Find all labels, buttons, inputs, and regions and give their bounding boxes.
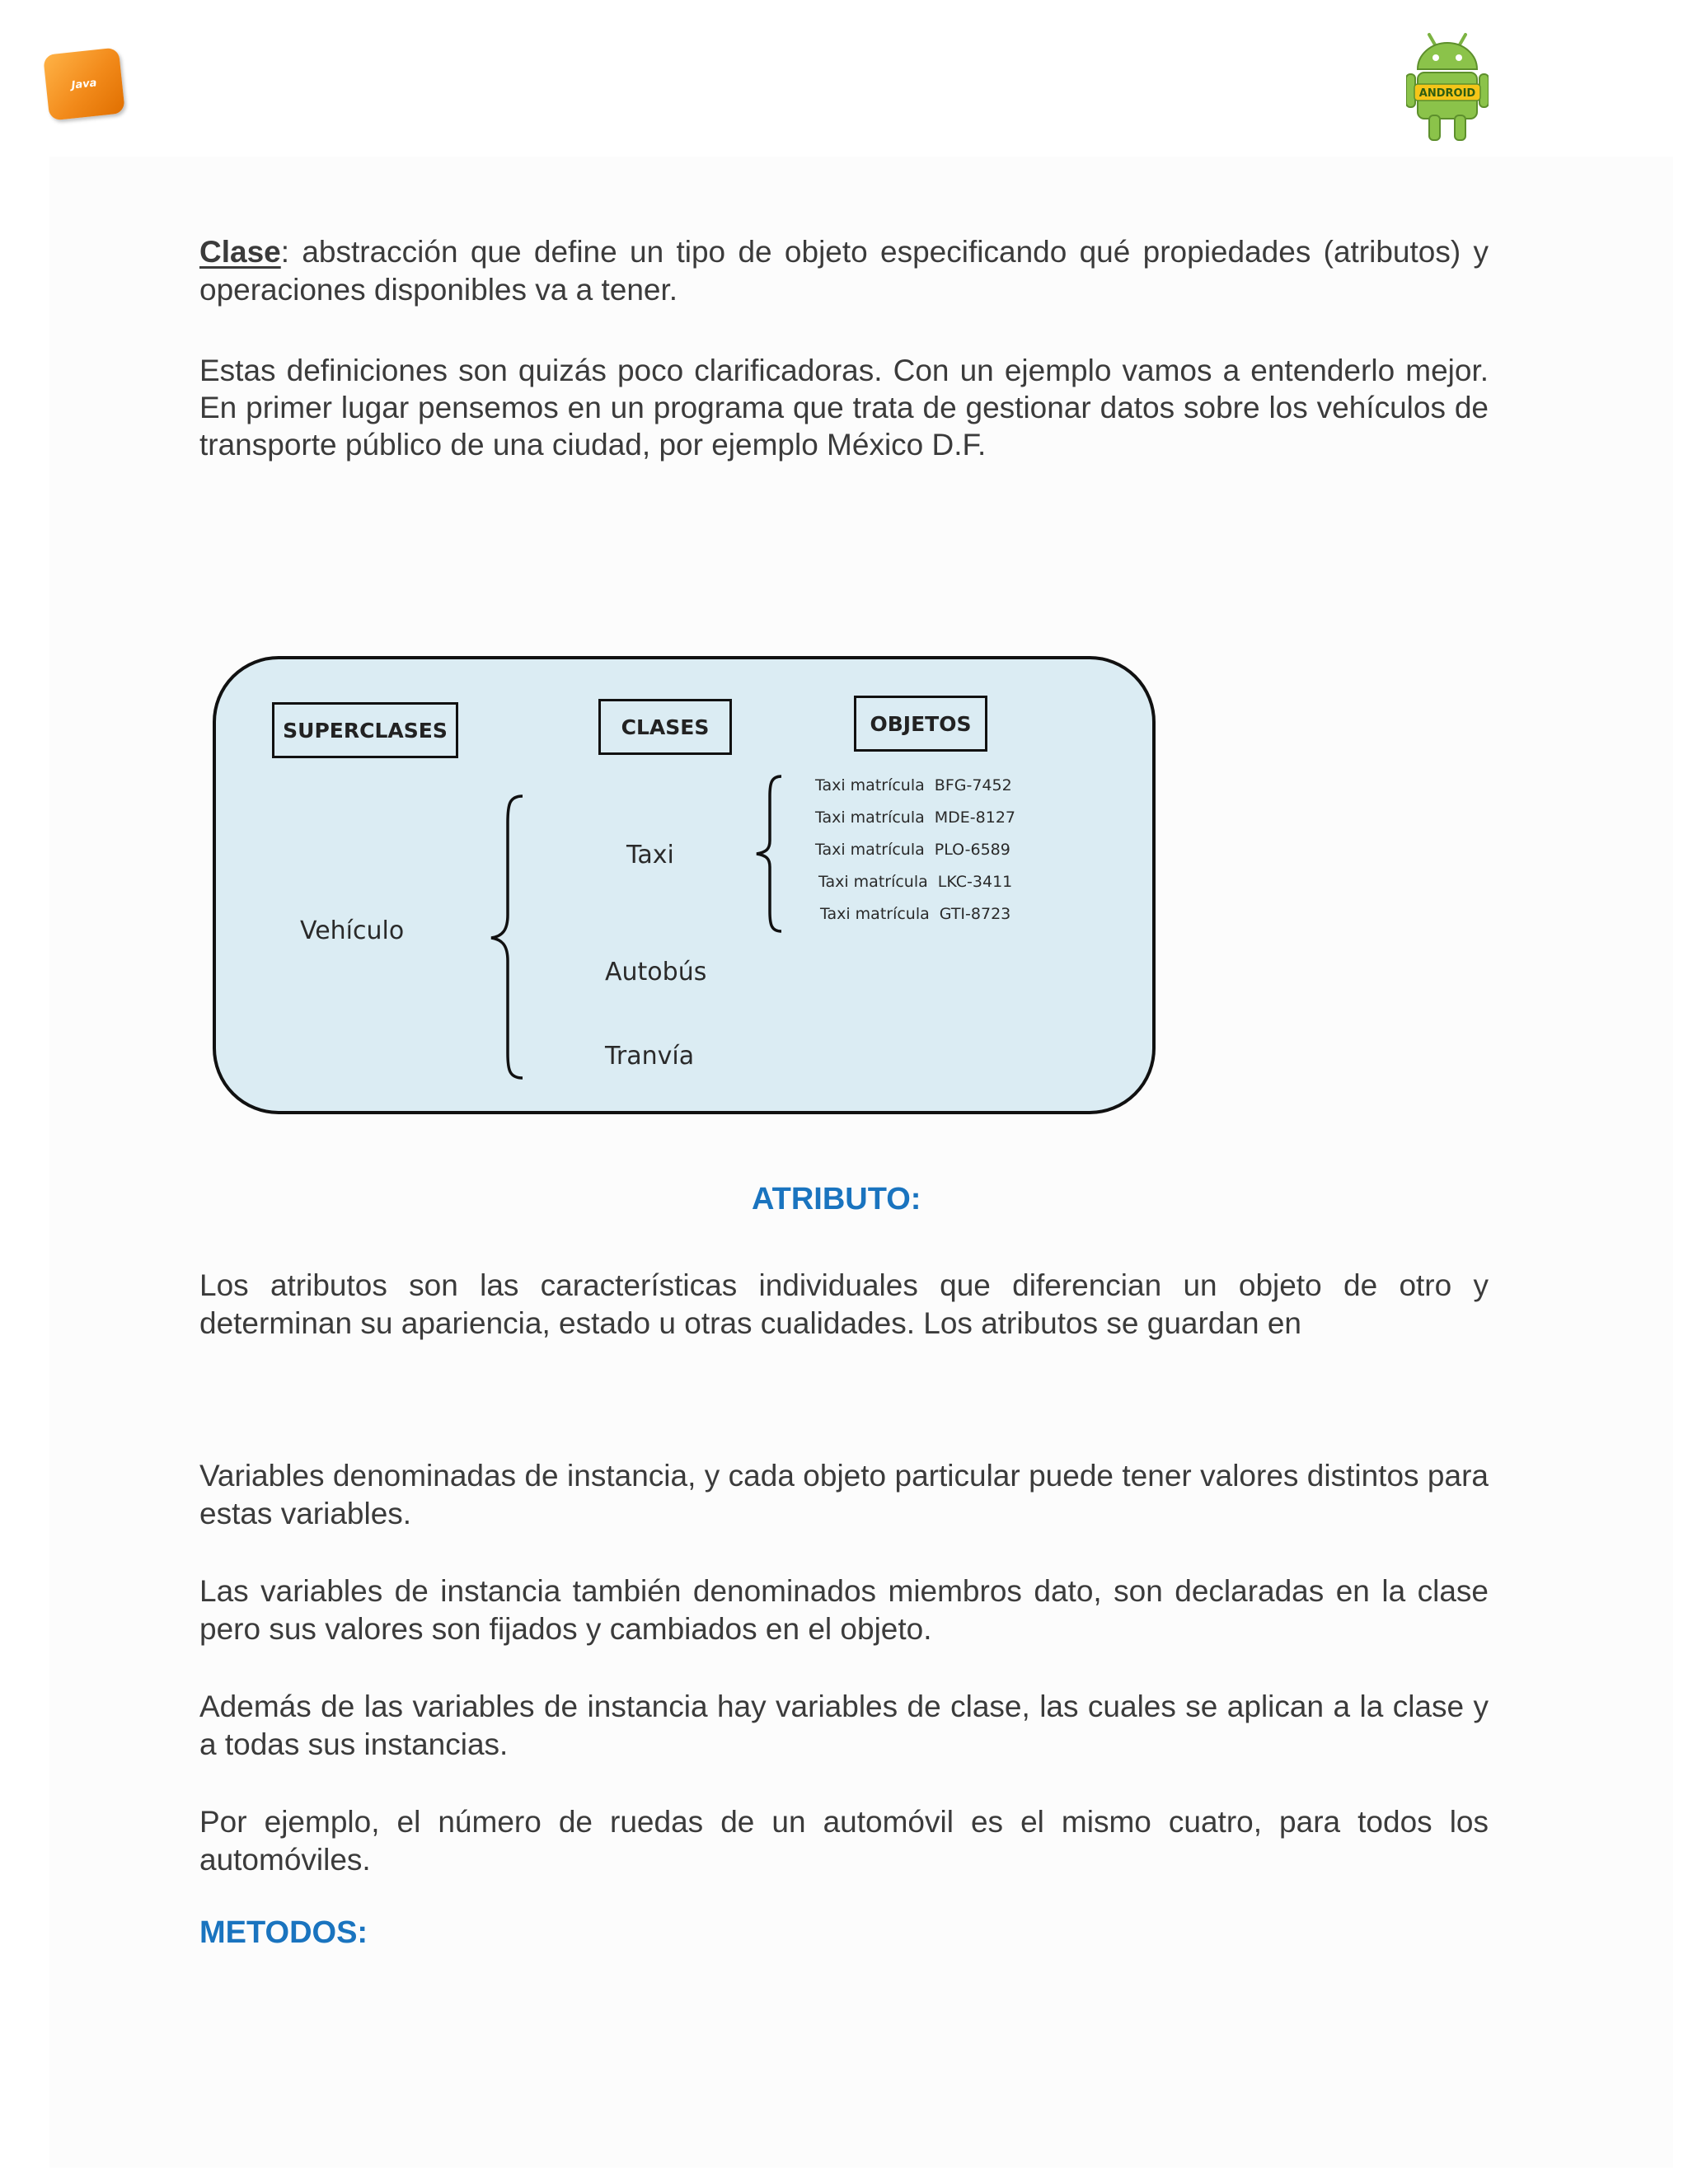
superclass-vehiculo: Vehículo [300,916,405,945]
atributos-paragraph-3: Las variables de instancia también denominados miembros dato, son declaradas en la clase pero sus valores son fijados y cambiados en el objeto. [199,1574,1489,1646]
object-taxi-4: Taxi matrícula LKC-3411 [818,873,1013,891]
taxi-objects-brace-icon [753,775,786,933]
superclases-header: SUPERCLASES [272,702,458,758]
class-autobus: Autobús [605,958,707,987]
clase-definition-text: : abstracción que define un tipo de objeto especificando qué propiedades (atributos) y operaciones disponibles va a tener. [199,235,1489,307]
android-logo-text: ANDROID [1418,87,1476,100]
class-tranvia: Tranvía [605,1042,695,1071]
atributos-paragraph-2: Variables denominadas de instancia, y cada objeto particular puede tener valores distintos para estas variables. [199,1459,1489,1530]
intro-paragraph: Estas definiciones son quizás poco clarificadoras. Con un ejemplo vamos a entenderlo mejor. En primer lugar pensemos en un programa que trata de gestionar datos sobre los vehículos de transporte público de una ciudad, por ejemplo México D.F. [199,354,1489,462]
class-hierarchy-diagram [213,656,1156,1114]
object-taxi-2: Taxi matrícula MDE-8127 [815,808,1016,827]
atributo-heading: ATRIBUTO: [752,1182,921,1216]
java-logo-text: Java [70,76,98,92]
clases-header: CLASES [598,699,732,755]
atributos-paragraph-5: Por ejemplo, el número de ruedas de un automóvil es el mismo cuatro, para todos los automóviles. [199,1805,1489,1877]
class-taxi: Taxi [626,841,674,869]
superclass-brace-icon [488,794,529,1080]
objetos-header: OBJETOS [854,696,987,752]
java-logo-icon [43,47,125,120]
object-taxi-1: Taxi matrícula BFG-7452 [815,776,1012,794]
android-robot-icon [1406,30,1489,142]
clase-definition [199,233,1489,309]
metodos-heading: METODOS: [199,1915,368,1950]
atributos-paragraph-4: Además de las variables de instancia hay variables de clase, las cuales se aplican a la clase y a todas sus instancias. [199,1690,1489,1761]
object-taxi-5: Taxi matrícula GTI-8723 [820,905,1011,923]
object-taxi-3: Taxi matrícula PLO-6589 [815,841,1010,859]
atributos-paragraph-1: Los atributos son las características individuales que diferencian un objeto de otro y determinan su apariencia, estado u otras cualidades. Los atributos se guardan en [199,1268,1489,1340]
clase-term: Clase [199,235,281,269]
